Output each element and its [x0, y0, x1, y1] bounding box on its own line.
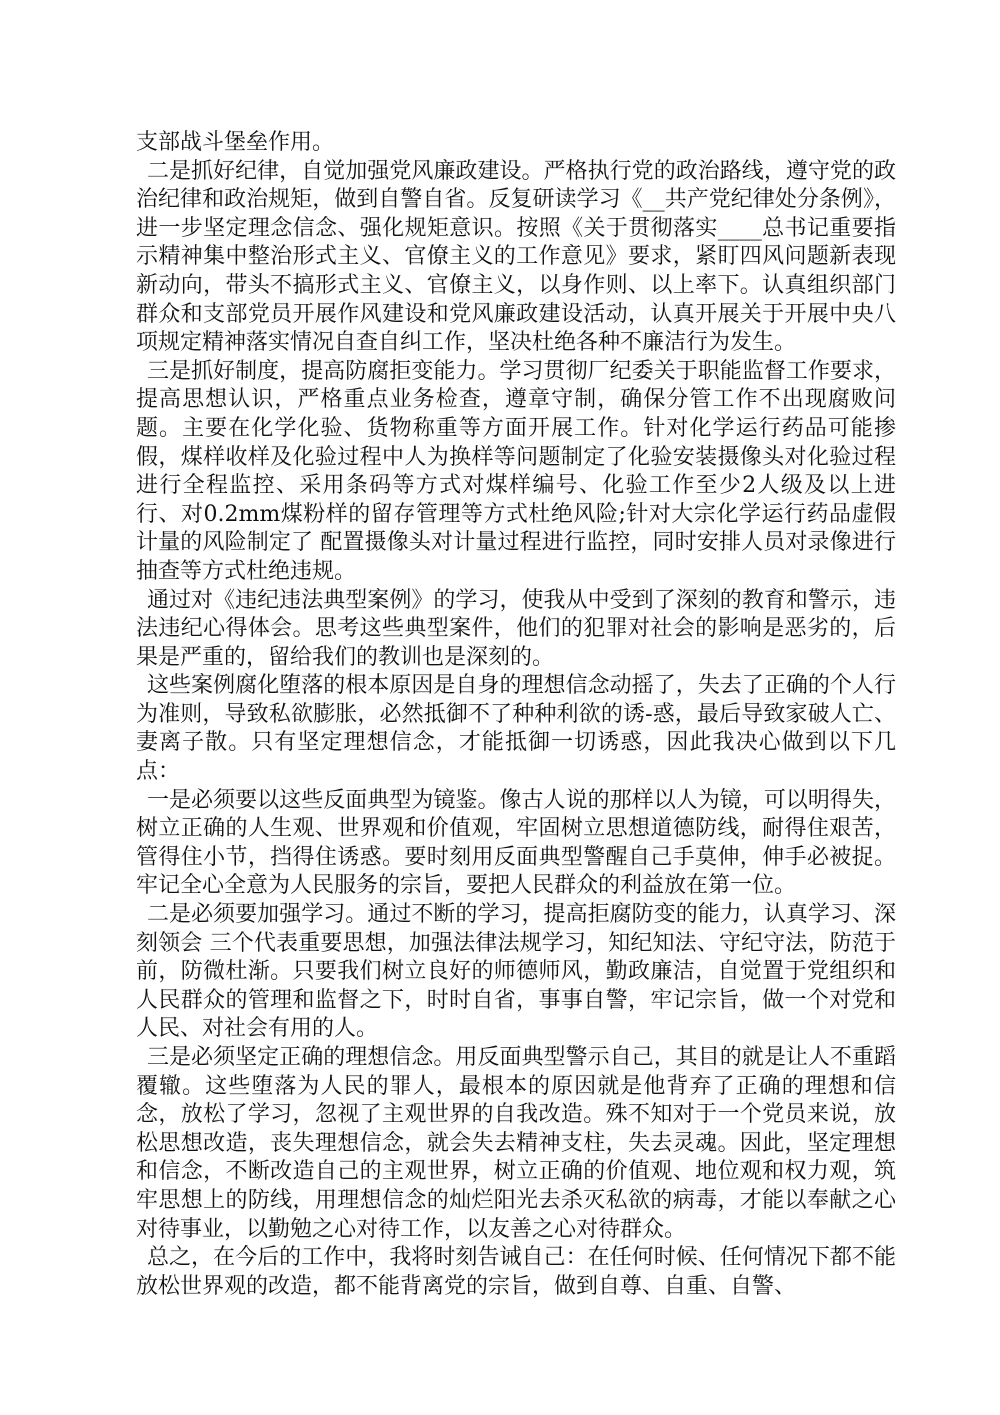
paragraph-7: 二是必须要加强学习。通过不断的学习，提高拒腐防变的能力，认真学习、深刻领会 三个代表重要思想，加强法律法规学习，知纪知法、守纪守法，防范于前，防微杜渐。只要我们树立良好的师德师风，勤政廉洁，自觉置于党组织和人民群众的管理和监督之下，时时自省，事事自警，牢记宗旨，做一个对党和人民、对社会有用的人。	[136, 902, 896, 1042]
paragraph-3: 三是抓好制度，提高防腐拒变能力。学习贯彻厂纪委关于职能监督工作要求，提高思想认识，严格重点业务检查，遵章守制，确保分管工作不出现腐败问题。主要在化学化验、货物称重等方面开展工作。针对化学运行药品可能掺假，煤样收样及化验过程中人为换样等问题制定了化验安装摄像头对化验过程进行全程监控、采用条码等方式对煤样编号、化验工作至少2人级及以上进行、对0.2mm煤粉样的留存管理等方式杜绝风险;针对大宗化学运行药品虚假计量的风险制定了 配置摄像头对计量过程进行监控，同时安排人员对录像进行抽查等方式杜绝违规。	[136, 358, 896, 584]
paragraph-6: 一是必须要以这些反面典型为镜鉴。像古人说的那样以人为镜，可以明得失，树立正确的人生观、世界观和价值观，牢固树立思想道德防线，耐得住艰苦，管得住小节，挡得住诱惑。要时刻用反面典型警醒自己手莫伸，伸手必被捉。牢记全心全意为人民服务的宗旨，要把人民群众的利益放在第一位。	[136, 787, 896, 899]
document-body	[136, 129, 896, 1301]
paragraph-4: 通过对《违纪违法典型案例》的学习，使我从中受到了深刻的教育和警示，违法违纪心得体会。思考这些典型案件，他们的犯罪对社会的影响是恶劣的，后果是严重的，留给我们的教训也是深刻的。	[136, 587, 896, 670]
paragraph-9: 总之，在今后的工作中，我将时刻告诫自己：在任何时候、任何情况下都不能放松世界观的改造，都不能背离党的宗旨，做到自尊、自重、自警、	[136, 1245, 896, 1299]
paragraph-1: 支部战斗堡垒作用。	[136, 130, 335, 155]
paragraph-2: 二是抓好纪律，自觉加强党风廉政建设。严格执行党的政治路线，遵守党的政治纪律和政治规矩，做到自警自省。反复研读学习《__共产党纪律处分条例》，进一步坚定理念信念、强化规矩意识。按照《关于贯彻落实____总书记重要指示精神集中整治形式主义、官僚主义的工作意见》要求，紧盯四风问题新表现新动向，带头不搞形式主义、官僚主义，以身作则、以上率下。认真组织部门群众和支部党员开展作风建设和党风廉政建设活动，认真开展关于开展中央八项规定精神落实情况自查自纠工作，坚决杜绝各种不廉洁行为发生。	[136, 158, 896, 356]
paragraph-5: 这些案例腐化堕落的根本原因是自身的理想信念动摇了，失去了正确的个人行为准则，导致私欲膨胀，必然抵御不了种种利欲的诱-惑，最后导致家破人亡、妻离子散。只有坚定理想信念，才能抵御一切诱惑，因此我决心做到以下几点：	[136, 673, 896, 785]
paragraph-8: 三是必须坚定正确的理想信念。用反面典型警示自己，其目的就是让人不重蹈覆辙。这些堕落为人民的罪人，最根本的原因就是他背弃了正确的理想和信念，放松了学习，忽视了主观世界的自我改造。殊不知对于一个党员来说，放松思想改造，丧失理想信念，就会失去精神支柱，失去灵魂。因此，坚定理想和信念，不断改造自己的主观世界，树立正确的价值观、地位观和权力观，筑牢思想上的防线，用理想信念的灿烂阳光去杀灭私欲的病毒，才能以奉献之心对待事业，以勤勉之心对待工作，以友善之心对待群众。	[136, 1045, 896, 1242]
